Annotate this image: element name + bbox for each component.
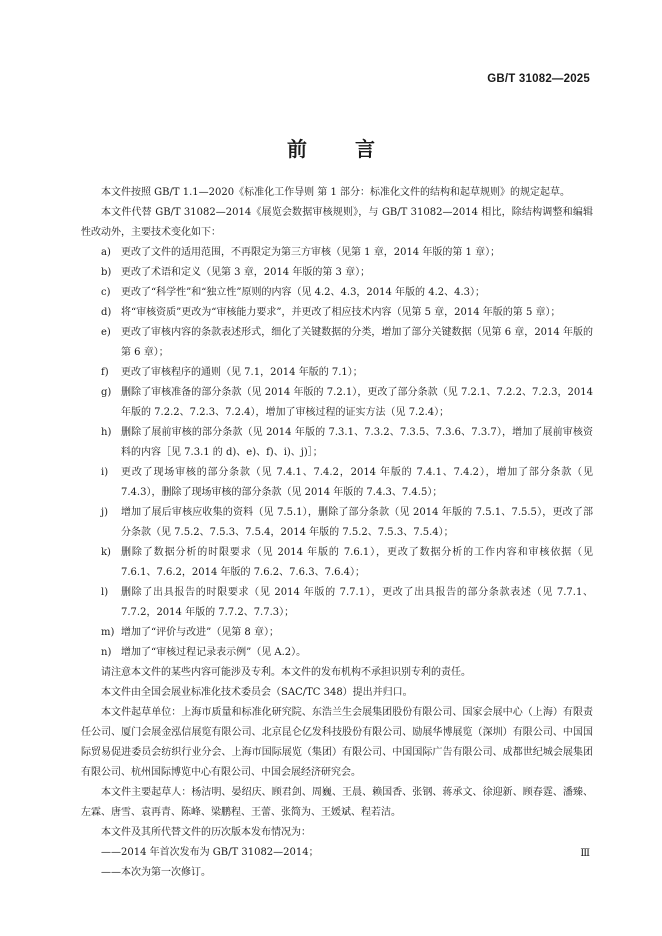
- drafting-units-paragraph: 本文件起草单位：上海市质量和标准化研究院、东浩兰生会展集团股份有限公司、国家会展中心（上海）有限责任公司、厦门会展金泓信展览有限公司、北京昆仑亿发科技股份有限公司、励展华博展览（深圳）有限公司、中国国际贸易促进委员会纺织行业分会、上海市国际展览（集团）有限公司、中国国际广告有限公司、成都世纪城会展集团有限公司、杭州国际博览中心有限公司、中国会展经济研究会。: [81, 707, 593, 778]
- change-item-marker: j): [101, 507, 109, 518]
- change-item: [81, 323, 593, 363]
- patent-notice: 请注意本文件的某些内容可能涉及专利。本文件的发布机构不承担识别专利的责任。: [101, 667, 471, 678]
- change-item: [81, 503, 593, 543]
- history-item: ——本次为第一次修订。: [101, 867, 211, 878]
- change-item-text: 更改了审核内容的条款表述形式，细化了关键数据的分类，增加了部分关键数据（见第 6 章，2014 年版的第 6 章）；: [121, 327, 593, 358]
- change-item-text: 更改了“科学性”和“独立性”原则的内容（见 4.2、4.3，2014 年版的 4.2、4.3）；: [121, 287, 486, 298]
- change-item-marker: n): [101, 647, 112, 658]
- page-number: Ⅲ: [580, 848, 590, 859]
- change-item-text: 删除了出具报告的时限要求（见 2014 年版的 7.7.1），更改了出具报告的部分条款表述（见 7.7.1、7.7.2，2014 年版的 7.7.2、7.7.3）；: [121, 587, 593, 618]
- change-item-marker: f): [101, 367, 109, 378]
- change-item-marker: k): [101, 547, 111, 558]
- title-char: 言: [355, 137, 375, 161]
- page-title: [0, 133, 662, 162]
- change-item-marker: e): [101, 327, 111, 338]
- change-item: [81, 623, 593, 643]
- change-item-marker: c): [101, 287, 111, 298]
- title-char: 前: [287, 137, 307, 161]
- change-item: [81, 463, 593, 503]
- change-item: [81, 383, 593, 423]
- history-intro: 本文件及其所代替文件的历次版本发布情况为：: [101, 827, 311, 838]
- change-item-marker: b): [101, 267, 112, 278]
- change-item: [81, 263, 593, 283]
- change-item-marker: h): [101, 427, 112, 438]
- change-item-text: 增加了展后审核应收集的资料（见 7.5.1），删除了部分条款（见 2014 年版的 7.5.1、7.5.5），更改了部分条款（见 7.5.2、7.5.3、7.5.4，2014 年版的 7.5.2、7.5.3、7.5.4）；: [121, 507, 593, 538]
- changes-list: [81, 243, 593, 663]
- change-item: [81, 283, 593, 303]
- change-item-marker: l): [101, 587, 109, 598]
- foreword-body: [81, 183, 593, 883]
- change-item-text: 删除了数据分析的时限要求（见 2014 年版的 7.6.1），更改了数据分析的工作内容和审核依据（见 7.6.1、7.6.2，2014 年版的 7.6.2、7.6.3、7.6.4）；: [121, 547, 593, 578]
- change-item-marker: g): [101, 387, 112, 398]
- change-item: [81, 243, 593, 263]
- history-item: ——2014 年首次发布为 GB/T 31082—2014；: [101, 847, 319, 858]
- change-item-text: 增加了“评价与改进”（见第 8 章）；: [121, 627, 279, 638]
- change-item: [81, 363, 593, 383]
- proposer-paragraph: 本文件由全国会展业标准化技术委员会（SAC/TC 348）提出并归口。: [101, 687, 413, 698]
- standard-code: GB/T 31082—2025: [487, 73, 590, 85]
- change-item-marker: i): [101, 467, 109, 478]
- drafters-paragraph: 本文件主要起草人：杨洁明、晏绍庆、顾君剑、周巍、王晨、赖国香、张钢、蒋承文、徐迎新、顾春霆、潘臻、左霖、唐雪、袁再青、陈峰、梁鹏程、王蕾、张简为、王媛斌、程若洁。: [81, 787, 593, 818]
- change-item-marker: a): [101, 247, 111, 258]
- intro-paragraph: 本文件代替 GB/T 31082—2014《展览会数据审核规则》，与 GB/T 31082—2014 相比，除结构调整和编辑性改动外，主要技术变化如下：: [81, 207, 593, 238]
- change-item-marker: m): [101, 627, 115, 638]
- change-item-text: 更改了术语和定义（见第 3 章，2014 年版的第 3 章）；: [121, 267, 371, 278]
- change-item: [81, 543, 593, 583]
- change-item-text: 增加了“审核过程记录表示例”（见 A.2）。: [121, 647, 307, 658]
- intro-paragraph: 本文件按照 GB/T 1.1—2020《标准化工作导则 第 1 部分：标准化文件的结构和起草规则》的规定起草。: [101, 187, 570, 198]
- change-item-text: 更改了现场审核的部分条款（见 7.4.1、7.4.2，2014 年版的 7.4.1、7.4.2），增加了部分条款（见 7.4.3），删除了现场审核的部分条款（见 2014 年版的 7.4.3、7.4.5）；: [121, 467, 593, 498]
- change-item: [81, 643, 593, 663]
- change-item-text: 将“审核资质”更改为“审核能力要求”，并更改了相应技术内容（见第 5 章，2014 年版的第 5 章）；: [121, 307, 561, 318]
- change-item-text: 更改了文件的适用范围，不再限定为第三方审核（见第 1 章，2014 年版的第 1 章）；: [121, 247, 501, 258]
- change-item-text: 更改了审核程序的通则（见 7.1，2014 年版的 7.1）；: [121, 367, 363, 378]
- change-item: [81, 303, 593, 323]
- change-item-marker: d): [101, 307, 112, 318]
- change-item: [81, 583, 593, 623]
- change-item-text: 删除了展前审核的部分条款（见 2014 年版的 7.3.1、7.3.2、7.3.5、7.3.6、7.3.7），增加了展前审核资料的内容［见 7.3.1 的 d)、e)、f)、i)、j)］；: [121, 427, 593, 458]
- change-item: [81, 423, 593, 463]
- change-item-text: 删除了审核准备的部分条款（见 2014 年版的 7.2.1），更改了部分条款（见 7.2.1、7.2.2、7.2.3，2014 年版的 7.2.2、7.2.3、7.2.4），增加了审核过程的证实方法（见 7.2.4）；: [121, 387, 593, 418]
